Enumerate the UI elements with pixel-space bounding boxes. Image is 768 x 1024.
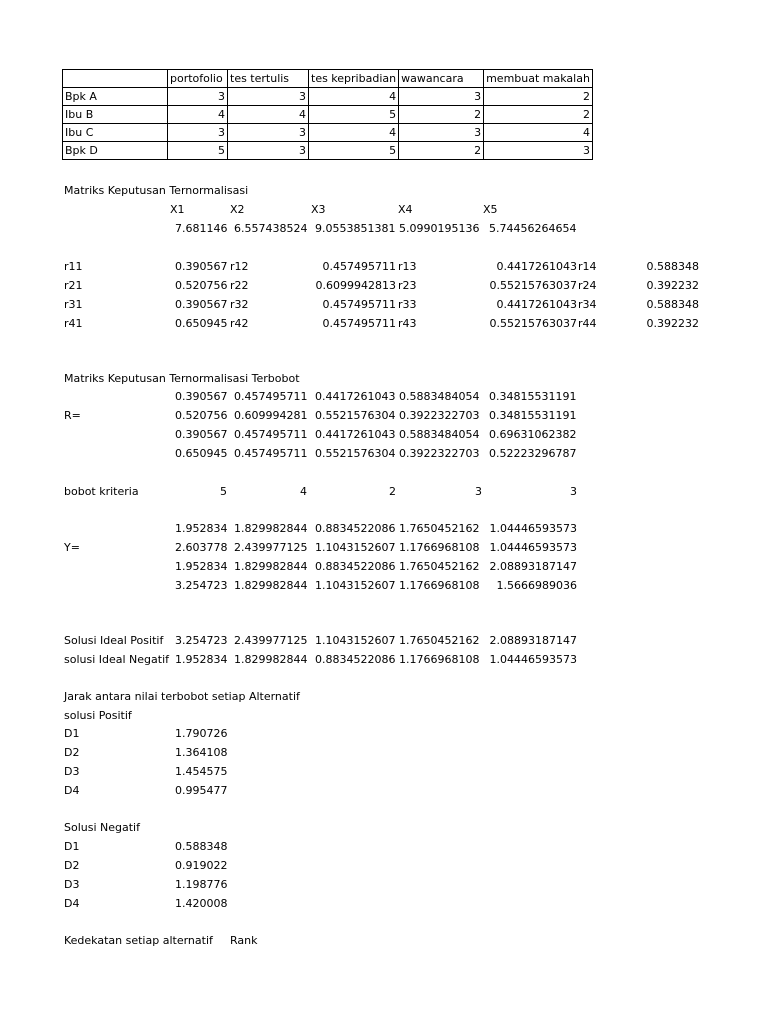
table-cell: 4 — [168, 106, 228, 124]
matrix-cell: 0.457495711 — [234, 428, 308, 441]
table-cell: 5 — [168, 142, 228, 160]
matrix-cell: 1.7650452162 — [399, 522, 480, 535]
matrix-cell: 0.4417261043 — [315, 390, 396, 403]
x-value: 5.74456264654 — [489, 222, 577, 235]
table-cell: 5 — [309, 142, 399, 160]
table-cell: 3 — [168, 124, 228, 142]
matrix-cell: 1.7650452162 — [399, 560, 480, 573]
r-value: 0.55215763037 — [489, 279, 577, 292]
table-cell: 3 — [228, 124, 309, 142]
table-cell: 4 — [228, 106, 309, 124]
r-value: 0.390567 — [175, 298, 228, 311]
r-value: 0.392232 — [646, 279, 699, 292]
ideal-value: 1.1043152607 — [315, 634, 396, 647]
matrix-cell: 0.520756 — [175, 409, 228, 422]
r-label: r22 — [230, 279, 249, 292]
distance-value: 0.995477 — [175, 784, 228, 797]
x-value: 9.0553851381 — [315, 222, 396, 235]
table-cell: 4 — [484, 124, 593, 142]
matrix-cell: 0.650945 — [175, 447, 228, 460]
distance-label: D4 — [64, 897, 80, 910]
r-label: r23 — [398, 279, 417, 292]
x-value: 6.557438524 — [234, 222, 308, 235]
r-label: r43 — [398, 317, 417, 330]
bobot-value: 2 — [389, 485, 396, 498]
bobot-value: 3 — [475, 485, 482, 498]
row-name: Ibu B — [63, 106, 168, 124]
r-value: 0.588348 — [646, 298, 699, 311]
matrix-cell: 0.5521576304 — [315, 409, 396, 422]
r-label: r21 — [64, 279, 83, 292]
matrix-cell: 1.829982844 — [234, 522, 308, 535]
x-label: X4 — [398, 203, 413, 216]
x-label: X3 — [311, 203, 326, 216]
distance-label: D1 — [64, 727, 80, 740]
r-value: 0.457495711 — [322, 298, 396, 311]
distance-value: 0.588348 — [175, 840, 228, 853]
table-cell: 3 — [168, 88, 228, 106]
r-value: 0.392232 — [646, 317, 699, 330]
matrix-cell: 0.4417261043 — [315, 428, 396, 441]
matrix-cell: 1.952834 — [175, 560, 228, 573]
r-value: 0.588348 — [646, 260, 699, 273]
distance-label: D2 — [64, 859, 80, 872]
table-cell: 3 — [228, 142, 309, 160]
x-label: X1 — [170, 203, 185, 216]
bobot-value: 3 — [570, 485, 577, 498]
y-matrix-label: Y= — [64, 541, 80, 554]
distance-value: 1.790726 — [175, 727, 228, 740]
table-header-cell: wawancara — [399, 70, 484, 88]
row-name: Ibu C — [63, 124, 168, 142]
r-value: 0.650945 — [175, 317, 228, 330]
r-value: 0.6099942813 — [315, 279, 396, 292]
rank-label: Rank — [230, 934, 258, 947]
r-label: r34 — [578, 298, 597, 311]
matrix-cell: 0.34815531191 — [489, 409, 577, 422]
ideal-value: 1.829982844 — [234, 653, 308, 666]
ideal-value: 1.7650452162 — [399, 634, 480, 647]
r-label: r41 — [64, 317, 83, 330]
r-label: r31 — [64, 298, 83, 311]
distance-label: D3 — [64, 765, 80, 778]
table-cell: 4 — [309, 88, 399, 106]
matrix-cell: 0.5883484054 — [399, 428, 480, 441]
x-label: X2 — [230, 203, 245, 216]
table-header-row — [63, 70, 593, 88]
table-cell: 2 — [484, 106, 593, 124]
r-value: 0.55215763037 — [489, 317, 577, 330]
ideal-positive-label: Solusi Ideal Positif — [64, 634, 164, 647]
bobot-value: 5 — [220, 485, 227, 498]
table-cell: 3 — [484, 142, 593, 160]
matrix-cell: 1.04446593573 — [489, 522, 577, 535]
r-value: 0.4417261043 — [496, 298, 577, 311]
x-value: 5.0990195136 — [399, 222, 480, 235]
r-value: 0.457495711 — [322, 260, 396, 273]
distance-value: 1.420008 — [175, 897, 228, 910]
ideal-value: 2.08893187147 — [489, 634, 577, 647]
distance-value: 1.454575 — [175, 765, 228, 778]
matrix-cell: 2.08893187147 — [489, 560, 577, 573]
matrix-cell: 0.3922322703 — [399, 409, 480, 422]
matrix-cell: 0.69631062382 — [489, 428, 577, 441]
table-cell: 3 — [399, 88, 484, 106]
matrix-cell: 0.3922322703 — [399, 447, 480, 460]
distance-value: 0.919022 — [175, 859, 228, 872]
matrix-cell: 1.829982844 — [234, 579, 308, 592]
r-value: 0.4417261043 — [496, 260, 577, 273]
criteria-table — [62, 69, 593, 160]
matrix-cell: 0.8834522086 — [315, 522, 396, 535]
jarak-positive-title: solusi Positif — [64, 709, 132, 722]
ideal-value: 3.254723 — [175, 634, 228, 647]
table-row — [63, 124, 593, 142]
matrix-cell: 0.609994281 — [234, 409, 308, 422]
table-header-cell: tes tertulis — [228, 70, 309, 88]
ideal-value: 2.439977125 — [234, 634, 308, 647]
distance-label: D1 — [64, 840, 80, 853]
jarak-title: Jarak antara nilai terbobot setiap Alternatif — [64, 690, 300, 703]
table-row — [63, 142, 593, 160]
matrix-cell: 1.829982844 — [234, 560, 308, 573]
ideal-value: 1.1766968108 — [399, 653, 480, 666]
matrix-cell: 0.5883484054 — [399, 390, 480, 403]
row-name: Bpk D — [63, 142, 168, 160]
table-cell: 2 — [399, 142, 484, 160]
distance-value: 1.364108 — [175, 746, 228, 759]
matrix-cell: 0.52223296787 — [489, 447, 577, 460]
r-matrix-label: R= — [64, 409, 81, 422]
norm-title: Matriks Keputusan Ternormalisasi — [64, 184, 249, 197]
matrix-cell: 1.04446593573 — [489, 541, 577, 554]
x-label: X5 — [483, 203, 498, 216]
r-label: r44 — [578, 317, 597, 330]
matrix-cell: 0.8834522086 — [315, 560, 396, 573]
distance-label: D2 — [64, 746, 80, 759]
table-cell: 2 — [399, 106, 484, 124]
table-header-cell — [63, 70, 168, 88]
matrix-cell: 0.390567 — [175, 390, 228, 403]
r-label: r24 — [578, 279, 597, 292]
table-cell: 4 — [309, 124, 399, 142]
matrix-cell: 0.390567 — [175, 428, 228, 441]
table-header-cell: membuat makalah — [484, 70, 593, 88]
r-label: r33 — [398, 298, 417, 311]
r-value: 0.520756 — [175, 279, 228, 292]
matrix-cell: 1.952834 — [175, 522, 228, 535]
matrix-cell: 0.34815531191 — [489, 390, 577, 403]
distance-label: D3 — [64, 878, 80, 891]
kedekatan-title: Kedekatan setiap alternatif — [64, 934, 213, 947]
r-label: r14 — [578, 260, 597, 273]
matrix-cell: 1.1043152607 — [315, 579, 396, 592]
ideal-value: 0.8834522086 — [315, 653, 396, 666]
ideal-value: 1.04446593573 — [489, 653, 577, 666]
matrix-cell: 3.254723 — [175, 579, 228, 592]
matrix-cell: 2.603778 — [175, 541, 228, 554]
bobot-label: bobot kriteria — [64, 485, 139, 498]
ideal-negative-label: solusi Ideal Negatif — [64, 653, 170, 666]
row-name: Bpk A — [63, 88, 168, 106]
table-cell: 3 — [399, 124, 484, 142]
matrix-cell: 1.1766968108 — [399, 541, 480, 554]
table-cell: 3 — [228, 88, 309, 106]
r-value: 0.390567 — [175, 260, 228, 273]
r-label: r12 — [230, 260, 249, 273]
weighted-title: Matriks Keputusan Ternormalisasi Terbobot — [64, 372, 300, 385]
matrix-cell: 0.457495711 — [234, 447, 308, 460]
table-cell: 5 — [309, 106, 399, 124]
ideal-value: 1.952834 — [175, 653, 228, 666]
table-header-cell: tes kepribadian — [309, 70, 399, 88]
distance-value: 1.198776 — [175, 878, 228, 891]
matrix-cell: 2.439977125 — [234, 541, 308, 554]
matrix-cell: 1.1766968108 — [399, 579, 480, 592]
table-header-cell: portofolio — [168, 70, 228, 88]
matrix-cell: 1.1043152607 — [315, 541, 396, 554]
table-row — [63, 88, 593, 106]
r-label: r32 — [230, 298, 249, 311]
r-label: r42 — [230, 317, 249, 330]
jarak-negative-title: Solusi Negatif — [64, 821, 140, 834]
matrix-cell: 0.5521576304 — [315, 447, 396, 460]
bobot-value: 4 — [300, 485, 307, 498]
r-label: r13 — [398, 260, 417, 273]
matrix-cell: 0.457495711 — [234, 390, 308, 403]
r-label: r11 — [64, 260, 83, 273]
matrix-cell: 1.5666989036 — [496, 579, 577, 592]
table-cell: 2 — [484, 88, 593, 106]
table-row — [63, 106, 593, 124]
r-value: 0.457495711 — [322, 317, 396, 330]
distance-label: D4 — [64, 784, 80, 797]
x-value: 7.681146 — [175, 222, 228, 235]
